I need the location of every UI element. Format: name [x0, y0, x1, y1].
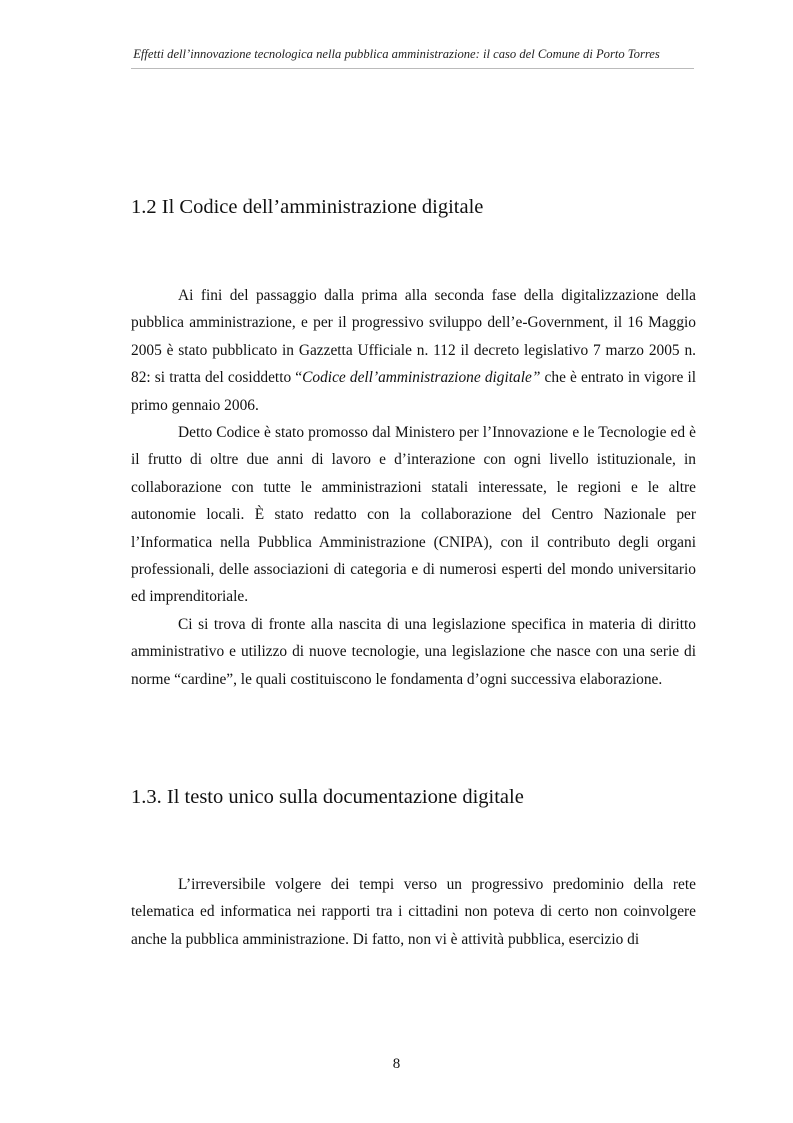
- paragraph-text: che è entrato in vigore il primo gennaio 2006.: [131, 369, 696, 414]
- section-1-2-body: [131, 282, 696, 693]
- section-title-1-2: 1.2 Il Codice dell’amministrazione digitale: [131, 196, 484, 218]
- paragraph: L’irreversibile volgere dei tempi verso un progressivo predominio della rete telematica ed informatica nei rapporti tra i cittadini non poteva di certo non coinvolgere anche la pubblica amministrazione. Di fatto, non vi è attività pubblica, esercizio di: [131, 876, 696, 948]
- section-title-1-3: 1.3. Il testo unico sulla documentazione digitale: [131, 786, 524, 808]
- paragraph: Ci si trova di fronte alla nascita di una legislazione specifica in materia di diritto amministrativo e utilizzo di nuove tecnologie, una legislazione che nasce con una serie di norme “cardine”, le quali costituiscono le fondamenta d’ogni successiva elaborazione.: [131, 615, 696, 688]
- running-header: Effetti dell’innovazione tecnologica nella pubblica amministrazione: il caso del Comune di Porto Torres: [133, 47, 660, 61]
- italic-citation: Codice dell’amministrazione digitale”: [302, 369, 541, 387]
- paragraph-text: Ai fini del passaggio dalla prima alla seconda fase della digitalizzazione della pubblica amministrazione, e per il progressivo sviluppo dell’e-Government, il 16 Maggio 2005 è stato pubblicato in Gazzetta Ufficiale n. 112 il decreto legislativo 7 marzo 2005 n. 82: si tratta del cosiddetto “: [131, 287, 696, 387]
- header-divider: [131, 68, 694, 69]
- section-1-3-body: [131, 871, 696, 953]
- paragraph: Detto Codice è stato promosso dal Ministero per l’Innovazione e le Tecnologie ed è il frutto di oltre due anni di lavoro e d’interazione con ogni livello istituzionale, in collaborazione con tutte le amministrazioni statali interessate, le regioni e le altre autonomie locali. È stato redatto con la collaborazione del Centro Nazionale per l’Informatica nella Pubblica Amministrazione (CNIPA), con il contributo degli organi professionali, delle associazioni di categoria e di numerosi esperti del mondo universitario ed imprenditoriale.: [131, 424, 696, 606]
- paragraph: [131, 282, 696, 419]
- page-number: 8: [392, 1056, 401, 1072]
